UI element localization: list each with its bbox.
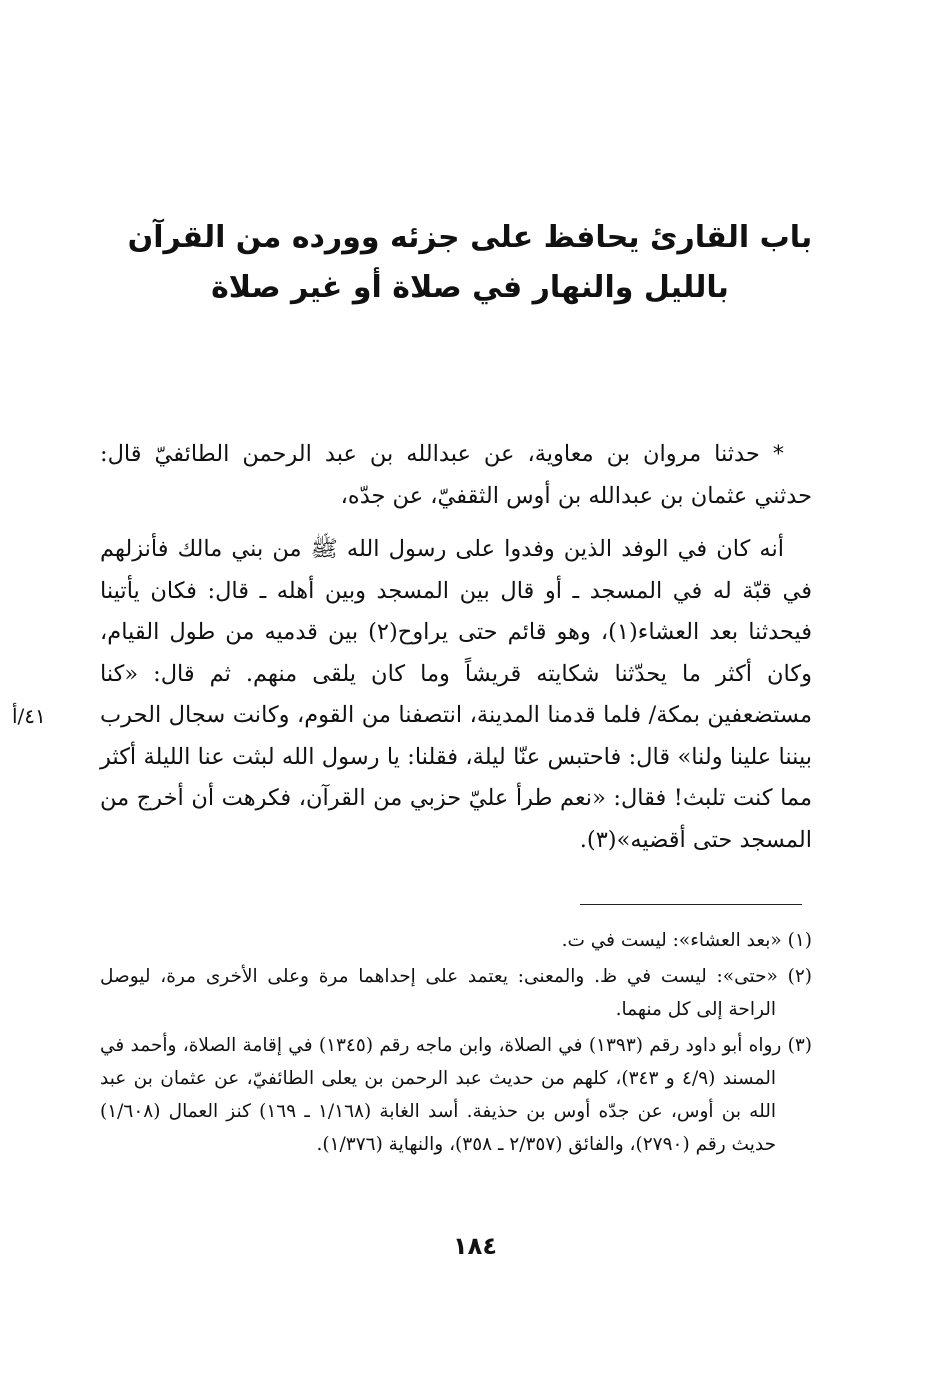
- isnad-paragraph: [100, 434, 812, 517]
- footnote-2: (٢) «حتى»: ليست في ظ. والمعنى: يعتمد على إحداهما مرة وعلى الأخرى مرة، ليوصل الراحة إلى كل منهما.: [100, 966, 812, 1020]
- page-number: ١٨٤: [453, 1232, 497, 1260]
- footnotes-section: [100, 924, 812, 1164]
- footnote-1: (١) «بعد العشاء»: ليست في ت.: [561, 930, 812, 951]
- isnad-text: حدثنا مروان بن معاوية، عن عبدالله بن عبد الرحمن الطائفيّ قال: حدثني عثمان بن عبدالله بن أوس الثقفيّ، عن جدّه،: [100, 441, 812, 509]
- hadith-star-marker: *: [772, 441, 784, 467]
- manuscript-folio-marker: ٤١/أ: [12, 704, 46, 728]
- footnote-3: (٣) رواه أبو داود رقم (١٣٩٣) في الصلاة، وابن ماجه رقم (١٣٤٥) في إقامة الصلاة، وأحمد في المسند (٤/٩ و ٣٤٣)، كلهم من حديث عبد الرحمن بن يعلى الطائفيّ، عن عثمان بن عبد الله بن أوس، عن جدّه أوس بن حذيفة. أسد الغابة (١/١٦٨ ـ ١٦٩) كنز العمال (١/٦٠٨) حديث رقم (٢٧٩٠)، والفائق (٢/٣٥٧ ـ ٣٥٨)، والنهاية (١/٣٧٦).: [100, 1035, 812, 1155]
- chapter-title-line-2: بالليل والنهار في صلاة أو غير صلاة: [211, 270, 729, 305]
- footnote-divider: [580, 904, 802, 905]
- matn-paragraph: أنه كان في الوفد الذين وفدوا على رسول الله ﷺ من بني مالك فأنزلهم في قبّة له في المسجد ـ أو قال بين المسجد وبين أهله ـ قال: فكان يأتينا فيحدثنا بعد العشاء(١)، وهو قائم حتى يراوح(٢) بين قدميه من طول القيام، وكان أكثر ما يحدّثنا شكايته قريشاً وما كان يلقى منهم. ثم قال: «كنا مستضعفين بمكة/ فلما قدمنا المدينة، انتصفنا من القوم، وكانت سجال الحرب بيننا علينا ولنا» قال: فاحتبس عنّا ليلة، فقلنا: يا رسول الله لبثت عنا الليلة أكثر مما كنت تلبث! فقال: «نعم طرأ عليّ حزبي من القرآن، فكرهت أن أخرج من المسجد حتى أقضيه»(٣).: [100, 536, 812, 853]
- hadith-text: [100, 434, 812, 861]
- chapter-title-line-1: باب القارئ يحافظ على جزئه وورده من القرآن: [127, 220, 813, 255]
